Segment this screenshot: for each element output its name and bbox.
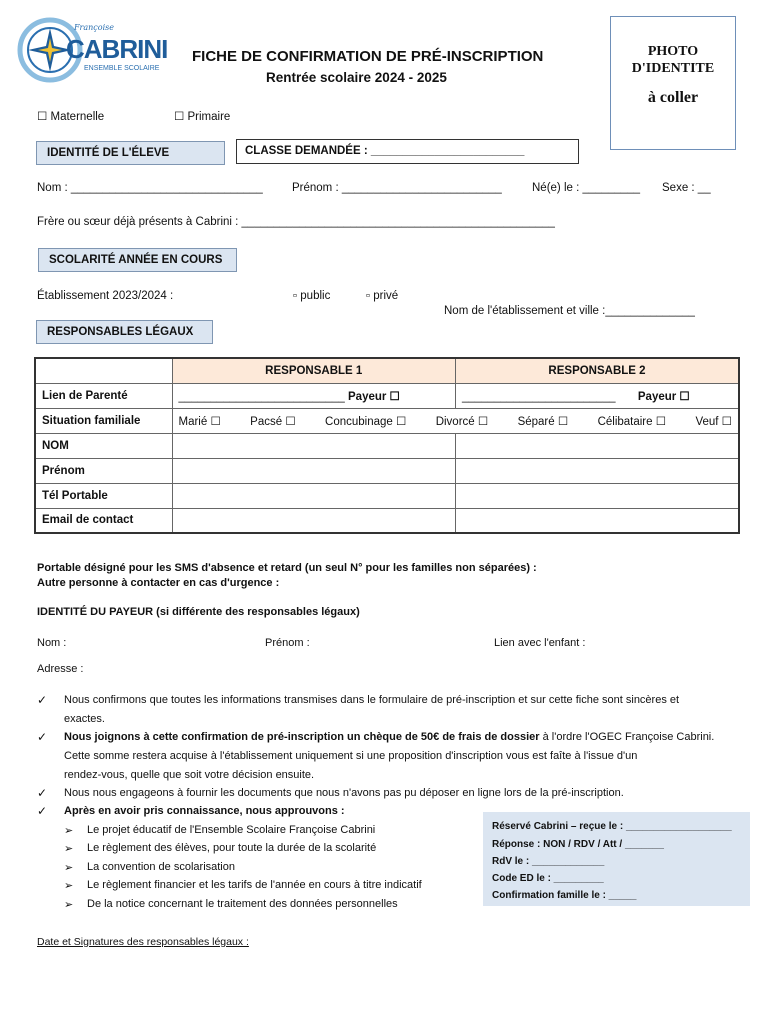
checkmark-icon: ✓ (37, 693, 48, 707)
urgence-label: Autre personne à contacter en cas d'urgence : (37, 577, 280, 589)
approve-item-4: Le règlement financier et les tarifs de l'année en cours à titre indicatif (87, 879, 422, 891)
engagement-2c: rendez-vous, quelle que soit votre décision ensuite. (64, 769, 315, 781)
reserve-rdv: RdV le : _____________ (492, 856, 605, 867)
engagement-4: Après en avoir pris connaissance, nous approuvons : (64, 805, 345, 817)
approve-item-5: De la notice concernant le traitement des données personnelles (87, 898, 398, 910)
approve-item-3: La convention de scolarisation (87, 861, 235, 873)
fratrie-field[interactable]: Frère ou sœur déjà présents à Cabrini : _________________________________________________ (37, 216, 555, 228)
photo-label-3: à coller (647, 89, 699, 106)
section-scolarite: SCOLARITÉ ANNÉE EN COURS (38, 248, 237, 272)
checkbox-primaire[interactable]: ☐ Primaire (174, 111, 231, 123)
logo-script: Françoise (74, 23, 114, 32)
checkmark-icon: ✓ (37, 804, 48, 818)
sexe-field[interactable]: Sexe : __ (662, 182, 711, 194)
engagement-1b: exactes. (64, 713, 105, 725)
payeur-adresse[interactable]: Adresse : (37, 663, 84, 675)
arrow-bullet-icon: ➢ (64, 843, 74, 855)
situation-cell (172, 408, 739, 433)
lien-blank-2[interactable]: ________________________ (462, 390, 616, 403)
nom-etablissement-field[interactable]: Nom de l'établissement et ville :______________ (444, 305, 695, 317)
reserve-cabrini-box (483, 812, 750, 906)
prenom-resp2-input[interactable] (456, 458, 740, 483)
arrow-bullet-icon: ➢ (64, 825, 74, 837)
page-subtitle: Rentrée scolaire 2024 - 2025 (266, 70, 447, 85)
checkbox-maternelle[interactable]: ☐ Maternelle (37, 111, 105, 123)
etablissement-label: Établissement 2023/2024 : (37, 290, 174, 302)
row-email: Email de contact (35, 508, 172, 533)
col-responsable-2: RESPONSABLE 2 (456, 358, 740, 383)
situation-pacse[interactable]: Pacsé ☐ (250, 415, 296, 428)
approve-item-2: Le règlement des élèves, pour toute la durée de la scolarité (87, 842, 377, 854)
checkbox-prive[interactable]: ▫ privé (366, 290, 399, 302)
engagement-1: Nous confirmons que toutes les informations transmises dans le formulaire de pré-inscription et sur cette fiche sont sincères et (64, 694, 680, 706)
section-responsables: RESPONSABLES LÉGAUX (36, 320, 213, 344)
approve-item-1: Le projet éducatif de l'Ensemble Scolaire Françoise Cabrini (87, 824, 376, 836)
page-title: FICHE DE CONFIRMATION DE PRÉ-INSCRIPTION (192, 48, 544, 65)
row-lien: Lien de Parenté (35, 383, 172, 408)
lien-cell-2[interactable] (456, 383, 740, 408)
row-nom: NOM (35, 433, 172, 458)
situation-concubinage[interactable]: Concubinage ☐ (325, 415, 407, 428)
situation-celibataire[interactable]: Célibataire ☐ (597, 415, 667, 428)
checkmark-icon: ✓ (37, 730, 48, 744)
photo-label-2: D'IDENTITE (631, 61, 715, 76)
school-logo (14, 14, 168, 86)
lien-blank-1[interactable]: __________________________ (178, 390, 345, 403)
nom-resp2-input[interactable] (456, 433, 740, 458)
logo-subtitle: ENSEMBLE SCOLAIRE (84, 65, 160, 72)
classe-demandee-field[interactable]: CLASSE DEMANDÉE : ________________________ (236, 139, 579, 164)
row-tel: Tél Portable (35, 483, 172, 508)
payeur-nom[interactable]: Nom : (37, 637, 67, 649)
payeur-checkbox-1[interactable]: Payeur ☐ (348, 390, 400, 403)
situation-divorce[interactable]: Divorcé ☐ (435, 415, 489, 428)
situation-separe[interactable]: Séparé ☐ (517, 415, 569, 428)
tel-resp1-input[interactable] (172, 483, 456, 508)
logo-name: CABRINI (66, 34, 168, 64)
payeur-checkbox-2[interactable]: Payeur ☐ (637, 390, 690, 403)
reserve-reponse: Réponse : NON / RDV / Att / _______ (492, 839, 664, 850)
engagement-2-bold: Nous joignons à cette confirmation de pré-inscription un chèque de 50€ de frais de dossier (64, 731, 540, 743)
reserve-code-ed: Code ED le : _________ (492, 873, 604, 884)
prenom-field[interactable]: Prénom : _________________________ (292, 182, 502, 194)
lien-cell-1[interactable] (172, 383, 456, 408)
nom-resp1-input[interactable] (172, 433, 456, 458)
arrow-bullet-icon: ➢ (64, 899, 74, 911)
engagement-3: Nous nous engageons à fournir les documents que nous n'avons pas pu déposer en ligne lors de la pré-inscription. (64, 787, 624, 799)
arrow-bullet-icon: ➢ (64, 880, 74, 892)
col-responsable-1: RESPONSABLE 1 (172, 358, 456, 383)
checkbox-public[interactable]: ▫ public (293, 290, 331, 302)
situation-veuf[interactable]: Veuf ☐ (695, 415, 732, 428)
checkmark-icon: ✓ (37, 786, 48, 800)
photo-box (610, 16, 736, 150)
payeur-prenom[interactable]: Prénom : (265, 637, 310, 649)
prenom-resp1-input[interactable] (172, 458, 456, 483)
reserve-recue: Réservé Cabrini – reçue le : ___________________ (492, 821, 732, 832)
engagement-2-rest: à l'ordre l'OGEC Françoise Cabrini. (539, 731, 715, 743)
signatures-label: Date et Signatures des responsables légaux : (37, 936, 249, 948)
row-situation: Situation familiale (35, 408, 172, 433)
sms-label: Portable désigné pour les SMS d'absence et retard (un seul N° pour les familles non séparées) : (37, 562, 537, 574)
engagement-2 (64, 731, 714, 743)
email-resp2-input[interactable] (456, 508, 740, 533)
email-resp1-input[interactable] (172, 508, 456, 533)
nom-field[interactable]: Nom : ______________________________ (37, 182, 263, 194)
photo-label-1: PHOTO (647, 44, 699, 59)
situation-marie[interactable]: Marié ☐ (178, 415, 221, 428)
responsables-table (34, 357, 740, 534)
row-prenom: Prénom (35, 458, 172, 483)
arrow-bullet-icon: ➢ (64, 862, 74, 874)
reserve-confirmation: Confirmation famille le : _____ (492, 890, 637, 901)
section-identite: IDENTITÉ DE L'ÉLEVE (36, 141, 225, 165)
engagement-2b: Cette somme restera acquise à l'établissement uniquement si une proposition d'inscription vous est faîte à l'issue d'un (64, 750, 638, 762)
tel-resp2-input[interactable] (456, 483, 740, 508)
payeur-lien[interactable]: Lien avec l'enfant : (494, 637, 586, 649)
payeur-title: IDENTITÉ DU PAYEUR (si différente des responsables légaux) (37, 606, 360, 618)
naissance-field[interactable]: Né(e) le : _________ (532, 182, 641, 194)
